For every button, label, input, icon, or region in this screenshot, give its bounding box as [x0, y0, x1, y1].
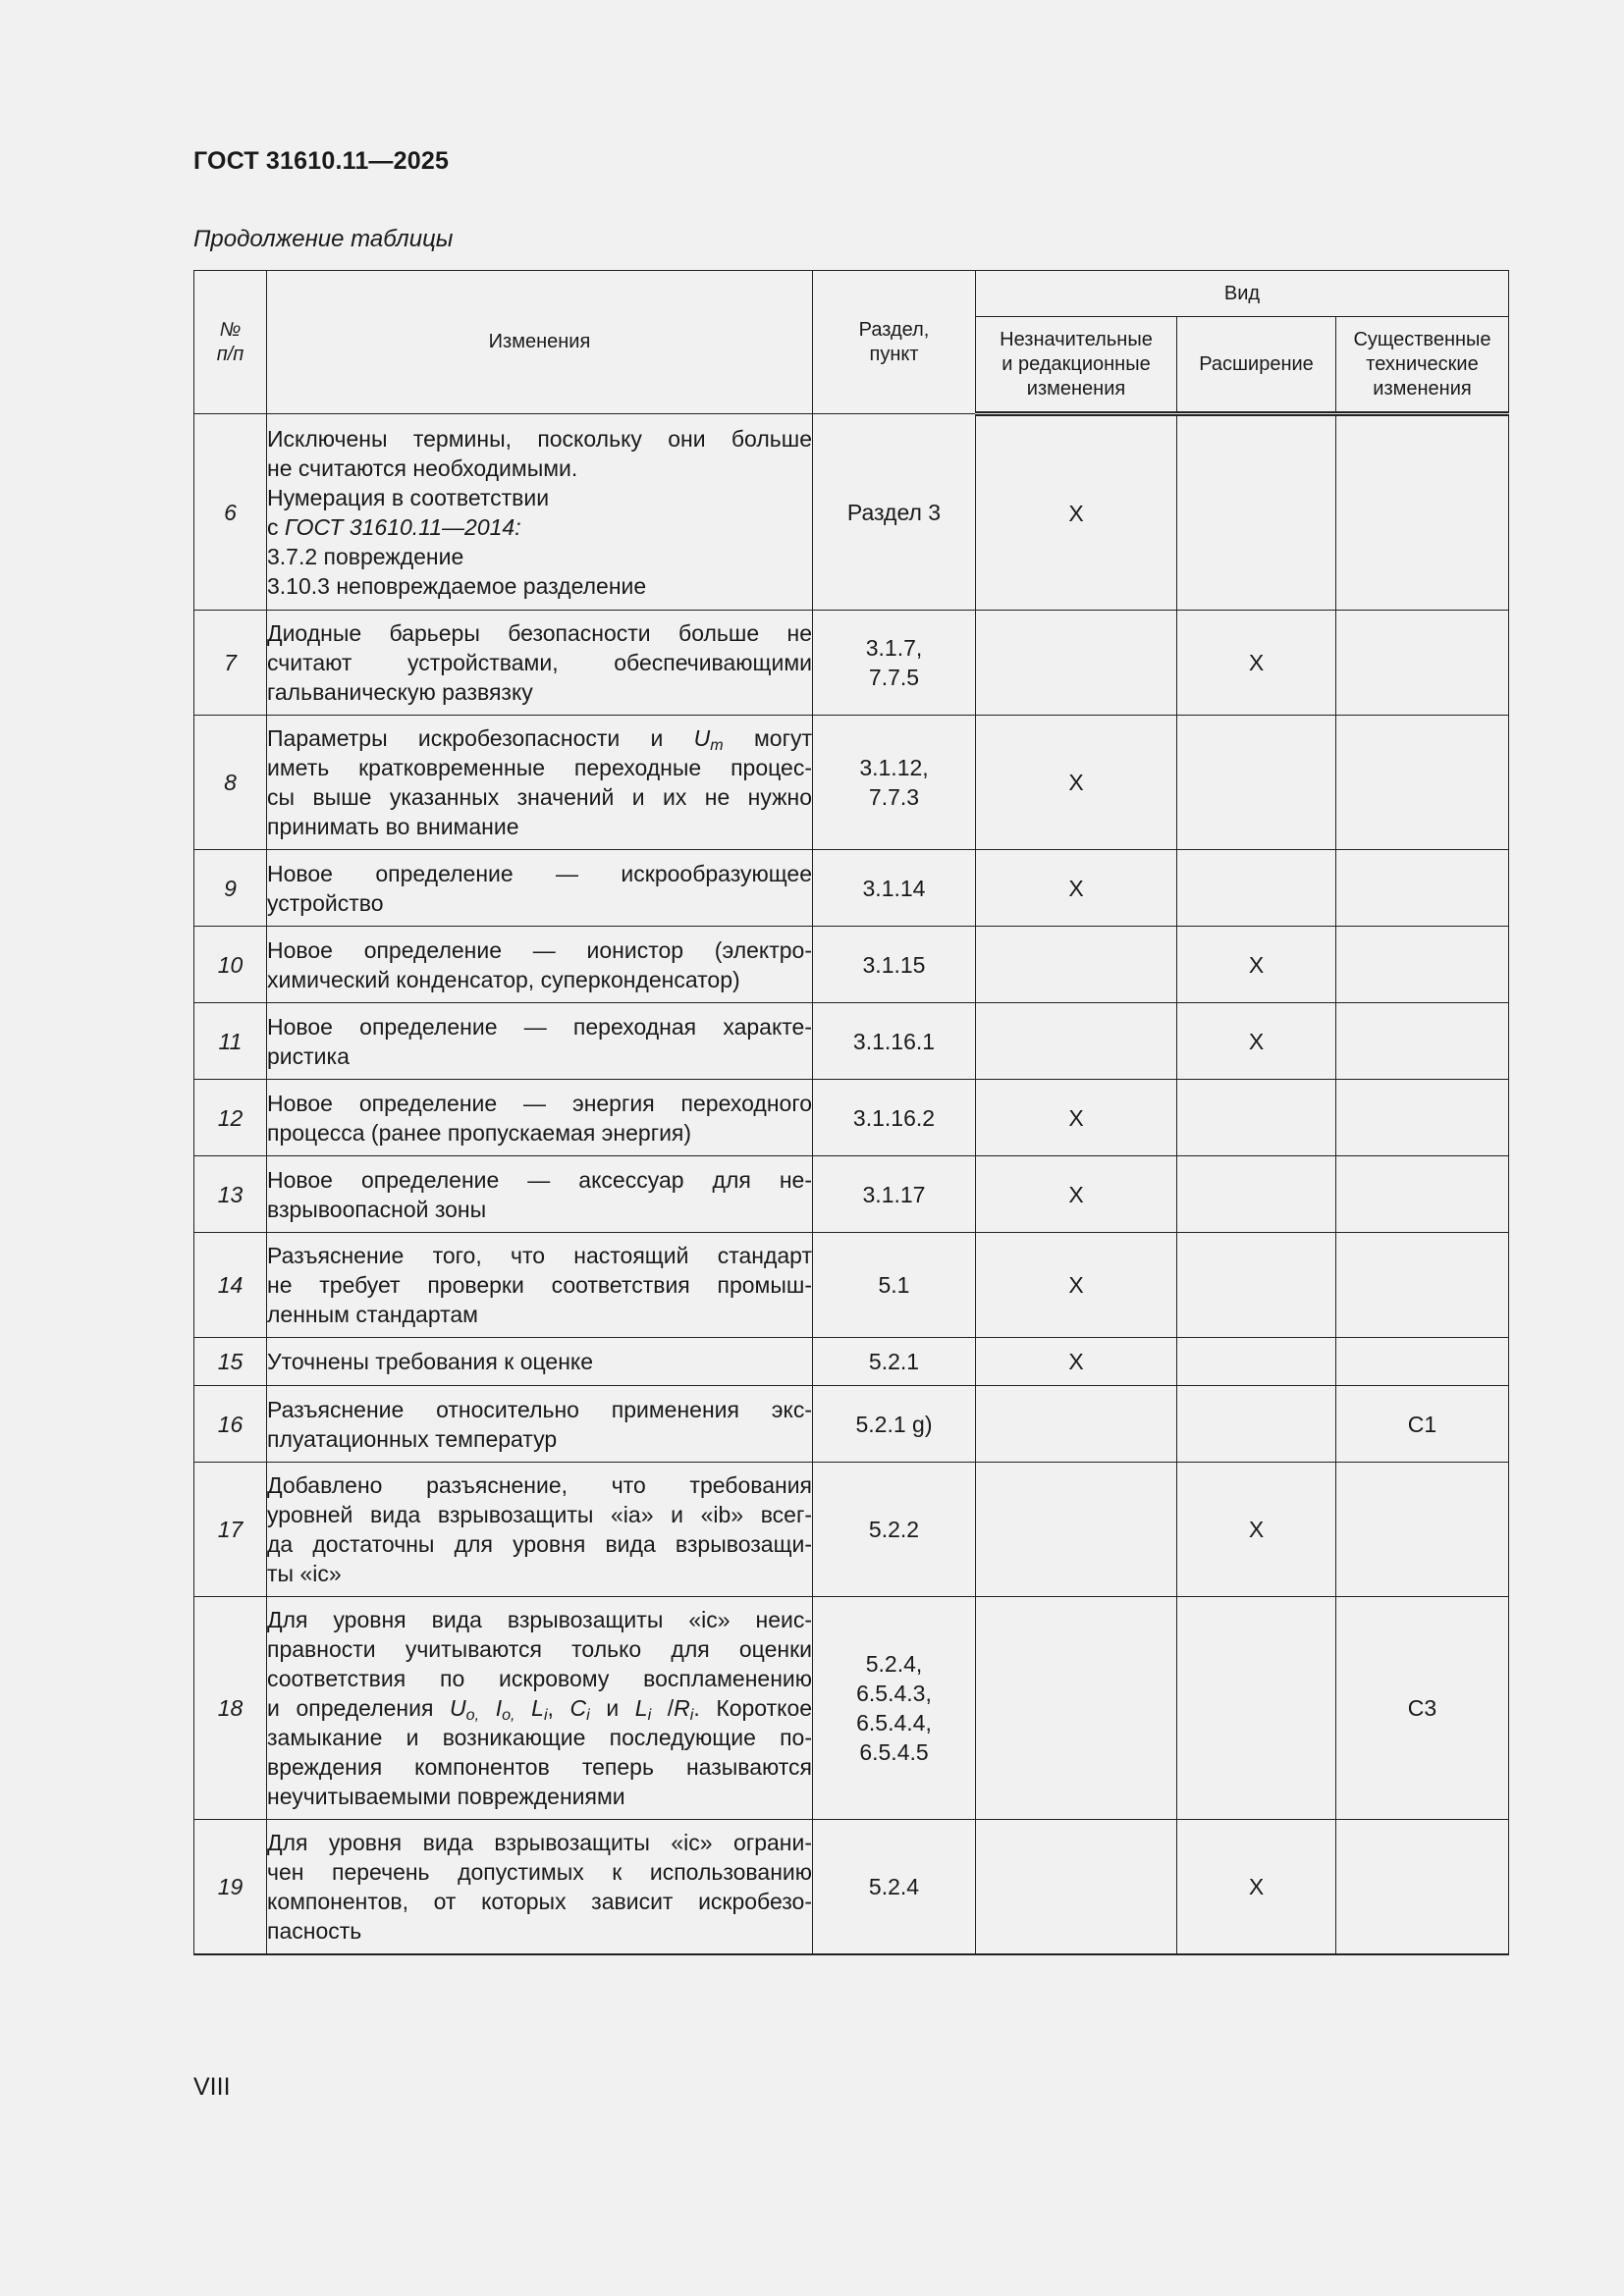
- desc-line: сы выше указанных значений и их не нужно: [267, 784, 812, 810]
- row-number: 19: [194, 1820, 267, 1955]
- desc-line: Уточнены требования к оценке: [267, 1349, 594, 1374]
- table-row: [194, 1338, 1509, 1386]
- header-kind: Вид: [976, 271, 1509, 317]
- extension-mark: X: [1177, 1820, 1336, 1955]
- table-row: [194, 414, 1509, 611]
- page-number: VIII: [193, 2073, 231, 2101]
- table-caption: Продолжение таблицы: [193, 226, 454, 252]
- major-mark: C3: [1336, 1597, 1509, 1820]
- extension-mark: X: [1177, 611, 1336, 716]
- row-number: 16: [194, 1386, 267, 1463]
- desc-fragment: с: [267, 513, 285, 540]
- desc-fragment: . Короткое: [693, 1695, 813, 1721]
- minor-mark: X: [976, 414, 1177, 611]
- desc-line: химический конденсатор, суперконденсатор): [267, 966, 740, 992]
- header-minor: [976, 317, 1177, 414]
- section-reference: 5.2.4: [813, 1820, 976, 1955]
- minor-mark: [976, 1463, 1177, 1597]
- subscript: o,: [465, 1706, 480, 1724]
- major-mark: C1: [1336, 1386, 1509, 1463]
- extension-mark: X: [1177, 927, 1336, 1003]
- symbol-L: L: [531, 1695, 544, 1721]
- desc-line: неучитываемыми повреждениями: [267, 1784, 625, 1809]
- minor-mark: [976, 1597, 1177, 1820]
- major-mark: [1336, 1233, 1509, 1338]
- major-mark: [1336, 1463, 1509, 1597]
- minor-mark: [976, 1820, 1177, 1955]
- section-reference: 3.1.14: [813, 850, 976, 927]
- extension-mark: [1177, 716, 1336, 850]
- desc-line: ристика: [267, 1042, 350, 1069]
- row-number: 9: [194, 850, 267, 927]
- row-number: 15: [194, 1338, 267, 1386]
- desc-line: пасность: [267, 1918, 362, 1944]
- major-mark: [1336, 716, 1509, 850]
- extension-mark: [1177, 1156, 1336, 1233]
- table-row: [194, 1080, 1509, 1156]
- desc-line: устройство: [267, 889, 384, 916]
- extension-mark: X: [1177, 1463, 1336, 1597]
- symbol-C: C: [569, 1695, 587, 1721]
- document-header: ГОСТ 31610.11—2025: [193, 147, 450, 175]
- header-changes: Изменения: [267, 271, 813, 414]
- symbol-U: U: [450, 1695, 466, 1721]
- changes-table: [193, 270, 1509, 1955]
- subscript: o,: [502, 1706, 515, 1724]
- minor-mark: [976, 1386, 1177, 1463]
- change-description: [267, 1338, 813, 1386]
- row-number: 17: [194, 1463, 267, 1597]
- minor-mark: X: [976, 1233, 1177, 1338]
- table-row: [194, 1597, 1509, 1820]
- section-reference: 5.2.4, 6.5.4.3, 6.5.4.4, 6.5.4.5: [813, 1597, 976, 1820]
- desc-line: Нумерация в соответствии: [267, 484, 550, 510]
- section-reference: 3.1.16.1: [813, 1003, 976, 1080]
- change-description: [267, 850, 813, 927]
- desc-line: соответствия по искровому воспламенению: [267, 1666, 812, 1691]
- minor-mark: X: [976, 1156, 1177, 1233]
- table-row: [194, 1820, 1509, 1955]
- desc-line: да достаточны для уровня вида взрывозащи-: [267, 1531, 812, 1557]
- desc-line: Новое определение — ионистор (электро-: [267, 936, 812, 963]
- header-num-line-2: п/п: [216, 343, 244, 365]
- table-row: [194, 611, 1509, 716]
- desc-line: вреждения компонентов теперь называются: [267, 1754, 812, 1780]
- section-reference: 5.2.1 g): [813, 1386, 976, 1463]
- desc-line: Разъяснение того, что настоящий стандарт: [267, 1243, 812, 1268]
- change-description: [267, 1156, 813, 1233]
- header-minor-line-3: изменения: [1026, 377, 1126, 400]
- change-description: [267, 414, 813, 611]
- section-reference: 3.1.17: [813, 1156, 976, 1233]
- header-major-line-2: технические: [1366, 352, 1479, 375]
- desc-line: Диодные барьеры безопасности больше не: [267, 620, 812, 646]
- minor-mark: [976, 611, 1177, 716]
- section-reference: 3.1.12, 7.7.3: [813, 716, 976, 850]
- extension-mark: [1177, 1080, 1336, 1156]
- table-row: [194, 1463, 1509, 1597]
- extension-mark: [1177, 414, 1336, 611]
- row-number: 18: [194, 1597, 267, 1820]
- major-mark: [1336, 1080, 1509, 1156]
- row-number: 13: [194, 1156, 267, 1233]
- change-description: [267, 1597, 813, 1820]
- desc-line: уровней вида взрывозащиты «ia» и «ib» всег-: [267, 1502, 812, 1527]
- minor-mark: X: [976, 1338, 1177, 1386]
- row-number: 8: [194, 716, 267, 850]
- desc-fragment: ,: [547, 1695, 570, 1721]
- minor-mark: X: [976, 1080, 1177, 1156]
- desc-line: считают устройствами, обеспечивающими: [267, 650, 812, 675]
- section-reference: 5.2.2: [813, 1463, 976, 1597]
- table-row: [194, 1156, 1509, 1233]
- extension-mark: X: [1177, 1003, 1336, 1080]
- section-reference: 5.1: [813, 1233, 976, 1338]
- table-row: [194, 1386, 1509, 1463]
- desc-fragment: и: [589, 1695, 635, 1721]
- header-major: [1336, 317, 1509, 414]
- major-mark: [1336, 850, 1509, 927]
- major-mark: [1336, 1820, 1509, 1955]
- desc-line: Разъяснение относительно применения экс-: [267, 1396, 812, 1422]
- desc-line: замыкание и возникающие последующие по-: [267, 1725, 812, 1750]
- header-minor-line-1: Незначительные: [1000, 328, 1153, 350]
- table-row: [194, 1233, 1509, 1338]
- symbol-I: I: [495, 1695, 503, 1721]
- change-description: [267, 716, 813, 850]
- desc-subscript: m: [710, 736, 724, 754]
- desc-line: гальваническую развязку: [267, 679, 533, 705]
- extension-mark: [1177, 1386, 1336, 1463]
- table-row: [194, 850, 1509, 927]
- desc-line: иметь кратковременные переходные процес-: [267, 755, 812, 780]
- row-number: 6: [194, 414, 267, 611]
- desc-line: Для уровня вида взрывозащиты «ic» неис-: [267, 1607, 812, 1632]
- section-reference: 5.2.1: [813, 1338, 976, 1386]
- header-major-line-3: изменения: [1373, 377, 1472, 400]
- subscript: i: [586, 1706, 590, 1724]
- desc-line: [267, 1693, 812, 1723]
- section-reference: 3.1.15: [813, 927, 976, 1003]
- change-description: [267, 1233, 813, 1338]
- desc-fragment: /: [651, 1695, 675, 1721]
- table-row: [194, 927, 1509, 1003]
- desc-line: Для уровня вида взрывозащиты «ic» ограни-: [267, 1830, 812, 1855]
- change-description: [267, 927, 813, 1003]
- desc-line: ты «ic»: [267, 1561, 342, 1586]
- extension-mark: [1177, 1597, 1336, 1820]
- section-reference: Раздел 3: [813, 414, 976, 611]
- desc-line: Добавлено разъяснение, что требования: [267, 1472, 812, 1498]
- major-mark: [1336, 1003, 1509, 1080]
- minor-mark: X: [976, 850, 1177, 927]
- desc-line: не требует проверки соответствия промыш-: [267, 1272, 812, 1298]
- header-num-line-1: №: [219, 318, 242, 341]
- desc-line: процесса (ранее пропускаемая энергия): [267, 1119, 692, 1146]
- desc-line: [267, 512, 812, 542]
- change-description: [267, 1003, 813, 1080]
- header-extension: Расширение: [1177, 317, 1336, 414]
- minor-mark: [976, 1003, 1177, 1080]
- desc-line: ленным стандартам: [267, 1302, 478, 1327]
- header-section: [813, 271, 976, 414]
- desc-line: Новое определение — аксессуар для не-: [267, 1166, 812, 1193]
- change-description: [267, 1386, 813, 1463]
- change-description: [267, 611, 813, 716]
- desc-line: Новое определение — энергия переходного: [267, 1090, 812, 1116]
- extension-mark: [1177, 1338, 1336, 1386]
- change-description: [267, 1080, 813, 1156]
- row-number: 14: [194, 1233, 267, 1338]
- desc-line: взрывоопасной зоны: [267, 1196, 487, 1222]
- row-number: 12: [194, 1080, 267, 1156]
- desc-line: плуатационных температур: [267, 1425, 558, 1452]
- desc-line: 3.7.2 повреждение: [267, 543, 464, 569]
- desc-line: компонентов, от которых зависит искробезо-: [267, 1889, 812, 1914]
- symbol-R: R: [674, 1695, 690, 1721]
- minor-mark: X: [976, 716, 1177, 850]
- desc-fragment: [515, 1695, 532, 1721]
- desc-line: 3.10.3 неповреждаемое разделение: [267, 572, 647, 599]
- header-major-line-1: Существенные: [1353, 328, 1491, 350]
- table-row: [194, 1003, 1509, 1080]
- subscript: i: [543, 1706, 548, 1724]
- desc-line: Исключены термины, поскольку они больше: [267, 425, 812, 452]
- extension-mark: [1177, 850, 1336, 927]
- header-num: [194, 271, 267, 414]
- desc-fragment-italic: ГОСТ 31610.11—2014:: [284, 513, 521, 540]
- extension-mark: [1177, 1233, 1336, 1338]
- symbol-L: L: [634, 1695, 648, 1721]
- subscript: i: [647, 1706, 652, 1724]
- desc-fragment: могут: [723, 725, 813, 751]
- minor-mark: [976, 927, 1177, 1003]
- desc-line: Новое определение — переходная характе-: [267, 1013, 812, 1040]
- major-mark: [1336, 927, 1509, 1003]
- desc-line: правности учитываются только для оценки: [267, 1636, 812, 1662]
- desc-line: [267, 723, 812, 753]
- desc-fragment-italic: U: [693, 725, 711, 751]
- change-description: [267, 1463, 813, 1597]
- desc-fragment: и определения: [267, 1695, 451, 1721]
- desc-fragment: [479, 1695, 496, 1721]
- major-mark: [1336, 1338, 1509, 1386]
- change-description: [267, 1820, 813, 1955]
- major-mark: [1336, 414, 1509, 611]
- desc-line: чен перечень допустимых к использованию: [267, 1859, 812, 1885]
- desc-line: Новое определение — искрообразующее: [267, 860, 812, 886]
- desc-line: принимать во внимание: [267, 814, 519, 839]
- major-mark: [1336, 611, 1509, 716]
- row-number: 7: [194, 611, 267, 716]
- header-section-line-1: Раздел,: [858, 318, 930, 341]
- row-number: 10: [194, 927, 267, 1003]
- desc-line: не считаются необходимыми.: [267, 454, 578, 481]
- header-minor-line-2: и редакционные: [1001, 352, 1151, 375]
- row-number: 11: [194, 1003, 267, 1080]
- major-mark: [1336, 1156, 1509, 1233]
- section-reference: 3.1.16.2: [813, 1080, 976, 1156]
- header-section-line-2: пункт: [869, 343, 919, 365]
- table-row: [194, 716, 1509, 850]
- subscript: i: [689, 1706, 694, 1724]
- section-reference: 3.1.7, 7.7.5: [813, 611, 976, 716]
- desc-fragment: Параметры искробезопасности и: [267, 725, 694, 751]
